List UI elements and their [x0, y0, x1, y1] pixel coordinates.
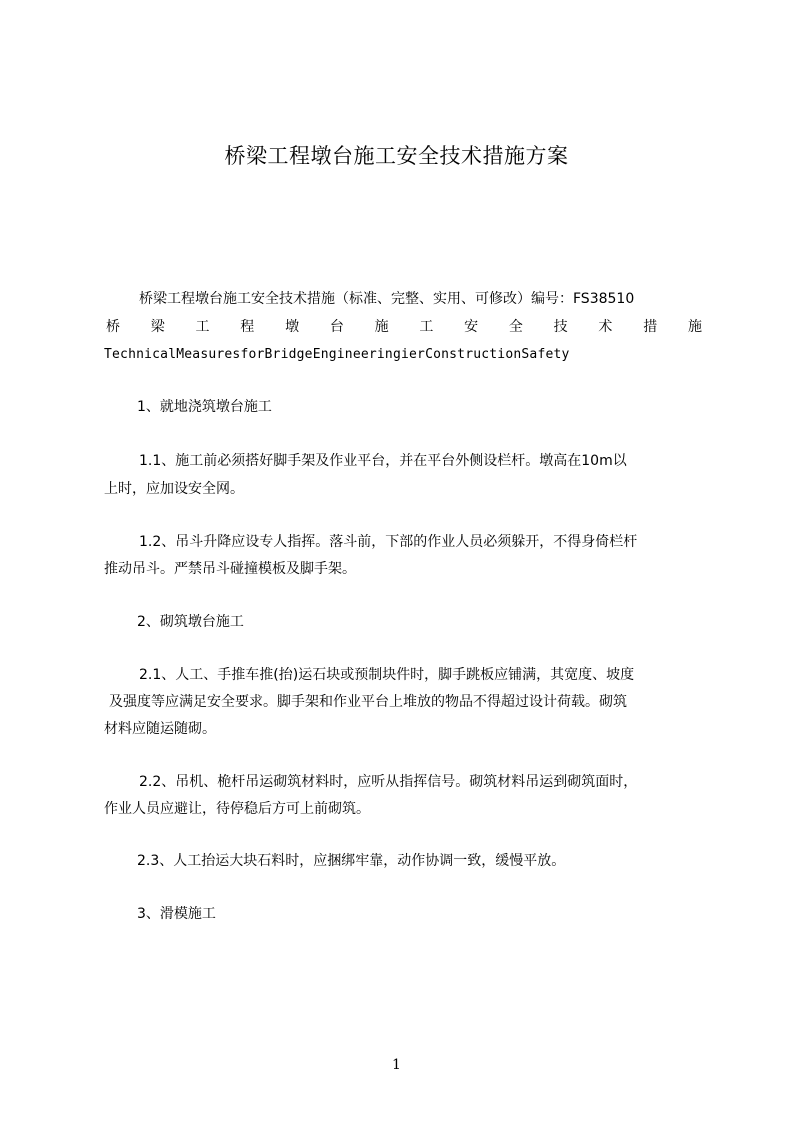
- spaced-char: 梁: [150, 319, 165, 335]
- paragraph-1-1-line-2: 上时，应加设安全网。: [104, 481, 244, 497]
- spaced-char: 术: [598, 319, 613, 335]
- paragraph-1-1-line-1: 1.1、施工前必须搭好脚手架及作业平台，并在平台外侧设栏杆。墩高在10m以: [139, 453, 627, 469]
- paragraph-2-1-line-1: 2.1、人工、手推车推(抬)运石块或预制块件时，脚手跳板应铺满，其宽度、坡度: [139, 667, 635, 683]
- spaced-title-line: [106, 318, 702, 337]
- english-title: TechnicalMeasuresforBridgeEngineeringierConstructionSafety: [104, 347, 570, 362]
- section-1-heading: 1、就地浇筑墩台施工: [137, 399, 272, 415]
- paragraph-2-2-line-2: 作业人员应避让，待停稳后方可上前砌筑。: [104, 801, 370, 817]
- paragraph-2-2-line-1: 2.2、吊机、桅杆吊运砌筑材料时，应听从指挥信号。砌筑材料吊运到砌筑面时，: [139, 774, 638, 790]
- document-subtitle: 桥梁工程墩台施工安全技术措施（标准、完整、实用、可修改）编号：FS38510: [139, 291, 635, 307]
- spaced-char: 全: [508, 319, 523, 335]
- page-number: 1: [392, 1057, 401, 1073]
- spaced-char: 桥: [106, 319, 120, 335]
- paragraph-2-3-line-1: 2.3、人工抬运大块石料时，应捆绑牢靠，动作协调一致，缓慢平放。: [137, 853, 566, 869]
- spaced-char: 程: [240, 319, 255, 335]
- spaced-char: 台: [329, 319, 344, 335]
- spaced-char: 施: [687, 319, 702, 335]
- paragraph-2-1-line-3: 材料应随运随砌。: [104, 721, 216, 737]
- spaced-char: 安: [464, 319, 479, 335]
- paragraph-2-1-line-2: 及强度等应满足安全要求。脚手架和作业平台上堆放的物品不得超过设计荷载。砌筑: [109, 694, 627, 710]
- section-2-heading: 2、砌筑墩台施工: [137, 614, 244, 630]
- paragraph-1-2-line-2: 推动吊斗。严禁吊斗碰撞模板及脚手架。: [104, 561, 356, 577]
- spaced-char: 技: [553, 319, 568, 335]
- spaced-char: 墩: [285, 319, 300, 335]
- spaced-char: 措: [643, 319, 658, 335]
- paragraph-1-2-line-1: 1.2、吊斗升降应设专人指挥。落斗前，下部的作业人员必须躲开，不得身倚栏杆: [139, 534, 638, 550]
- document-title: 桥梁工程墩台施工安全技术措施方案: [224, 144, 569, 168]
- spaced-char: 工: [419, 319, 434, 335]
- section-3-heading: 3、滑模施工: [137, 906, 216, 922]
- spaced-char: 工: [195, 319, 210, 335]
- spaced-char: 施: [374, 319, 389, 335]
